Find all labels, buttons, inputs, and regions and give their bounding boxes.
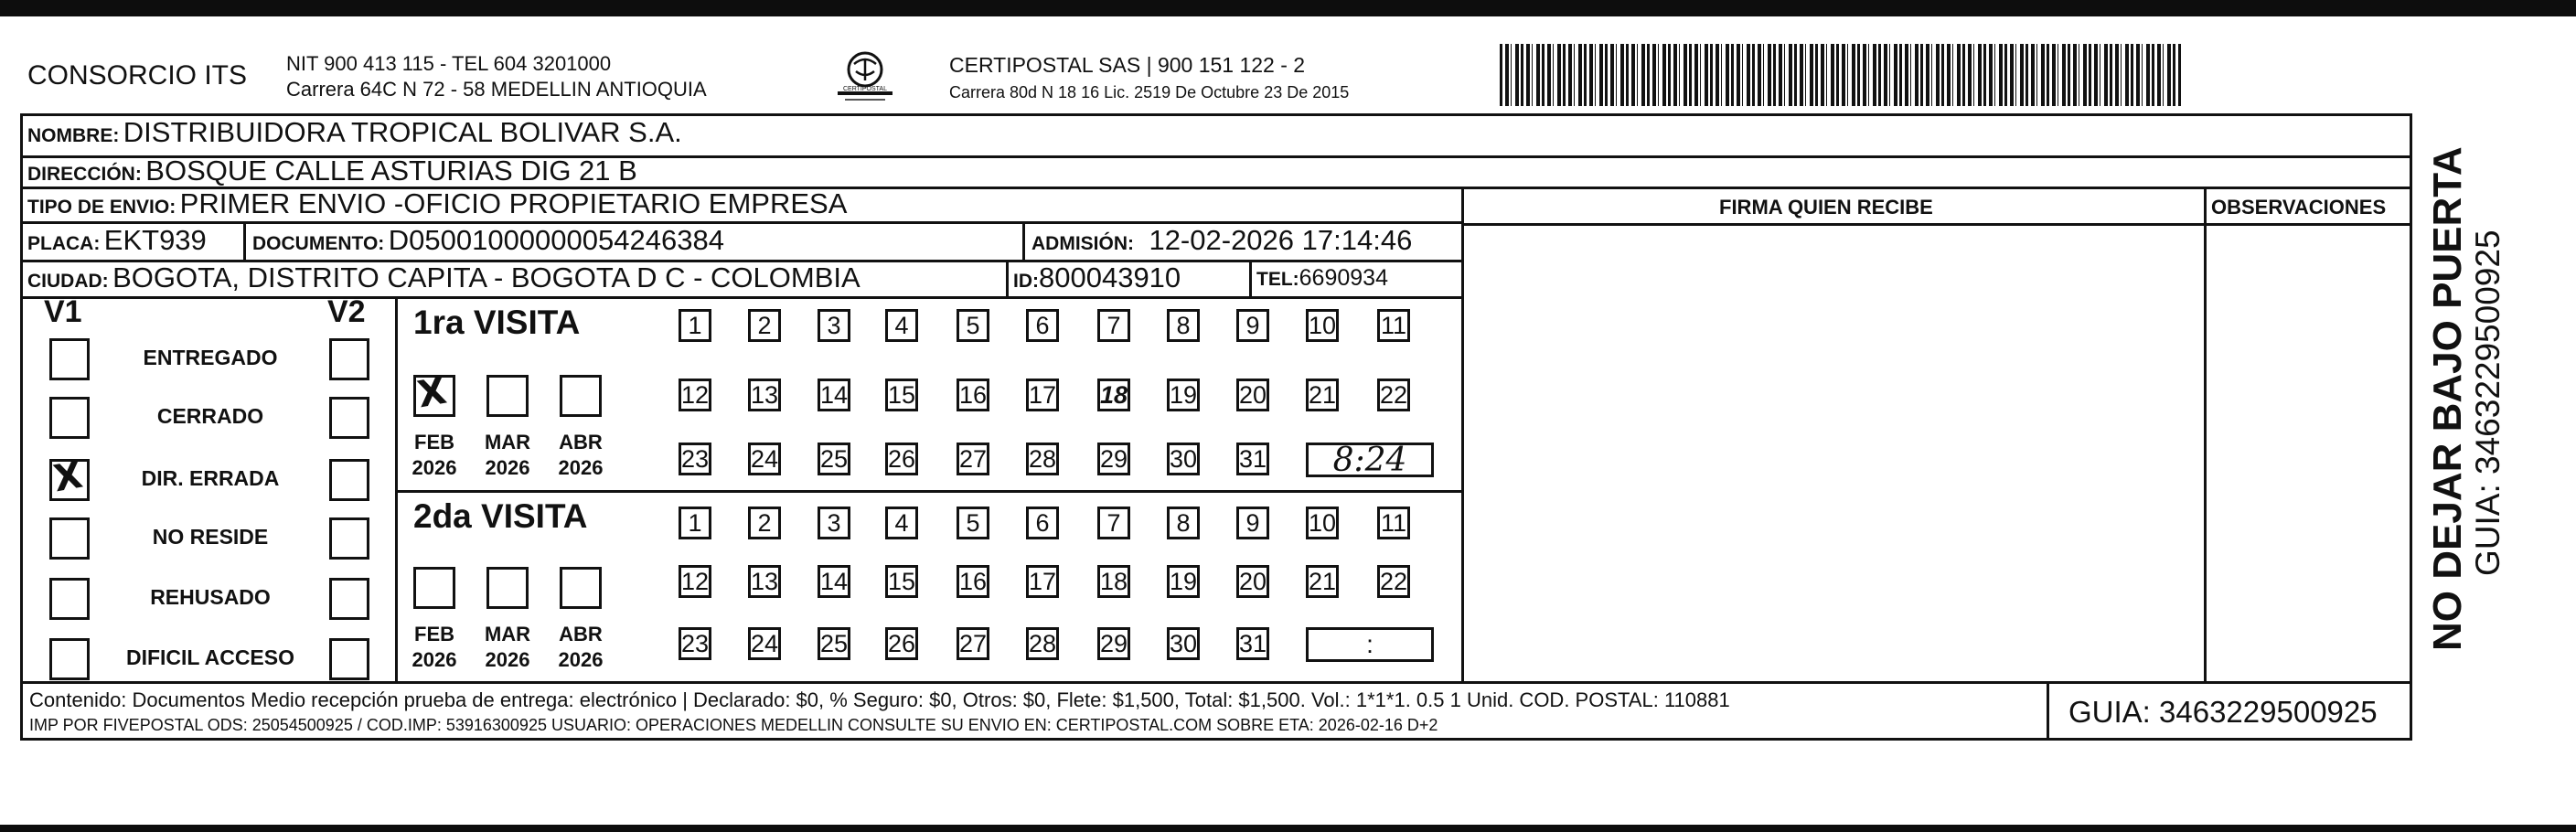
company-name: CONSORCIO ITS [27,60,248,91]
v2-label: V2 [327,294,366,329]
direccion-row [27,155,637,192]
visit2-day-24[interactable]: 24 [748,627,781,660]
visit1-day-31[interactable]: 31 [1236,443,1269,475]
placa-value: EKT939 [103,224,207,256]
ciudad-value: BOGOTA, DISTRITO CAPITA - BOGOTA D C - COLOMBIA [112,261,860,293]
nombre-value: DISTRIBUIDORA TROPICAL BOLIVAR S.A. [123,116,682,148]
visit1-month-label-mar: MAR [484,431,531,453]
visit2-day-26[interactable]: 26 [885,627,918,660]
visit2-day-29[interactable]: 29 [1097,627,1130,660]
v2-checkbox-2[interactable] [329,397,369,439]
id-label: ID: [1013,271,1039,292]
ciudad-field [27,262,860,299]
visit1-day-14[interactable]: 14 [818,379,850,411]
status-label-3: DIR. ERRADA [141,466,280,490]
visit2-day-3[interactable]: 3 [818,507,850,539]
visit1-month-label-abr: ABR [559,431,603,453]
visit1-time-box[interactable]: 8:24 [1306,443,1434,477]
visit2-day-27[interactable]: 27 [957,627,989,660]
v1-checkbox-3[interactable] [49,453,90,501]
visit1-month-label-feb: FEB [414,431,454,453]
visit1-day-10[interactable]: 10 [1306,309,1339,342]
logo-text: CERTIPOSTAL [843,86,887,92]
status-label-4: NO RESIDE [152,525,269,549]
admision-value: 12-02-2026 17:14:46 [1149,224,1413,256]
handwritten-x-mark: X [50,453,86,501]
tel-field [1256,262,1388,297]
footer-content-line: Contenido: Documentos Medio recepción prueba de entrega: electrónico | Declarado: $0, % Seguro: $0, Otros: $0, Flete: $1,500, Total: $1,500. Vol.: 1*1*1. 0.5 1 Unid. COD. POSTAL: 110881 [29,688,1730,711]
visit2-day-19[interactable]: 19 [1167,565,1200,598]
v1-label: V1 [44,294,82,329]
visit2-day-7[interactable]: 7 [1097,507,1130,539]
visit1-day-4[interactable]: 4 [885,309,918,342]
visit1-day-18[interactable]: 18 [1097,379,1130,411]
visit1-day-8[interactable]: 8 [1167,309,1200,342]
visit1-day-23[interactable]: 23 [679,443,711,475]
visit2-day-25[interactable]: 25 [818,627,850,660]
status-label-5: REHUSADO [150,585,271,609]
visit1-day-28[interactable]: 28 [1026,443,1059,475]
tipo-envio-label: TIPO DE ENVIO: [27,197,176,218]
visit1-day-29[interactable]: 29 [1097,443,1130,475]
visit1-day-19[interactable]: 19 [1167,379,1200,411]
documento-field [252,225,724,261]
visit1-day-22[interactable]: 22 [1377,379,1410,411]
documento-label: DOCUMENTO: [252,233,385,254]
tel-label: TEL: [1256,269,1299,290]
visit1-day-6[interactable]: 6 [1026,309,1059,342]
placa-field [27,225,207,261]
visit1-day-7[interactable]: 7 [1097,309,1130,342]
v1-checkbox-4[interactable] [49,517,90,560]
visit2-year-label-abr: 2026 [558,648,604,671]
visit1-day-2[interactable]: 2 [748,309,781,342]
visit2-month-label-mar: MAR [484,623,531,645]
visit2-day-10[interactable]: 10 [1306,507,1339,539]
v1-checkbox-2[interactable] [49,397,90,439]
firma-quien-recibe-label: FIRMA QUIEN RECIBE [1719,196,1933,219]
visit1-day-20[interactable]: 20 [1236,379,1269,411]
visit2-day-9[interactable]: 9 [1236,507,1269,539]
footer-guia: GUIA: 3463229500925 [2068,695,2378,729]
visit1-day-13[interactable]: 13 [748,379,781,411]
visit2-day-4[interactable]: 4 [885,507,918,539]
visit2-title: 2da VISITA [413,497,588,535]
visit1-day-27[interactable]: 27 [957,443,989,475]
documento-value: D05001000000054246384 [388,224,724,256]
certipostal-logo [828,49,902,106]
direccion-value: BOSQUE CALLE ASTURIAS DIG 21 B [145,155,637,187]
v2-checkbox-4[interactable] [329,517,369,560]
visit1-title: 1ra VISITA [413,304,581,341]
company-address: Carrera 64C N 72 - 58 MEDELLIN ANTIOQUIA [286,78,707,101]
v1-checkbox-1[interactable] [49,338,90,380]
visit2-day-31[interactable]: 31 [1236,627,1269,660]
v2-checkbox-1[interactable] [329,338,369,380]
id-field [1013,262,1181,299]
visit2-day-17[interactable]: 17 [1026,565,1059,598]
carrier-name: CERTIPOSTAL SAS | 900 151 122 - 2 [949,53,1306,77]
tel-value: 6690934 [1299,265,1388,291]
status-label-6: DIFICIL ACCESO [125,645,294,669]
visit1-year-label-mar: 2026 [485,456,530,479]
visit1-day-30[interactable]: 30 [1167,443,1200,475]
carrier-license: Carrera 80d N 18 16 Lic. 2519 De Octubre 23 De 2015 [949,83,1350,101]
v1-checkbox-6[interactable] [49,638,90,680]
visit2-year-label-feb: 2026 [412,648,457,671]
visit2-day-12[interactable]: 12 [679,565,711,598]
visit2-time-box[interactable]: : [1306,627,1434,662]
visit2-month-box-abr[interactable] [560,567,602,609]
visit1-day-15[interactable]: 15 [885,379,918,411]
visit1-day-17[interactable]: 17 [1026,379,1059,411]
visit2-day-2[interactable]: 2 [748,507,781,539]
visit1-day-16[interactable]: 16 [957,379,989,411]
visit2-month-box-mar[interactable] [486,567,529,609]
visit2-day-13[interactable]: 13 [748,565,781,598]
visit2-day-21[interactable]: 21 [1306,565,1339,598]
id-value: 800043910 [1039,261,1181,293]
visit1-day-5[interactable]: 5 [957,309,989,342]
visit1-year-label-abr: 2026 [558,456,604,479]
v2-checkbox-6[interactable] [329,638,369,680]
visit1-day-12[interactable]: 12 [679,379,711,411]
nombre-label: NOMBRE: [27,125,120,146]
ciudad-label: CIUDAD: [27,271,109,292]
visit2-year-label-mar: 2026 [485,648,530,671]
visit1-day-26[interactable]: 26 [885,443,918,475]
status-label-1: ENTREGADO [143,346,278,369]
visit1-month-box-abr[interactable] [560,375,602,417]
visit2-day-20[interactable]: 20 [1236,565,1269,598]
visit1-day-11[interactable]: 11 [1377,309,1410,342]
no-dejar-bajo-puerta: NO DEJAR BAJO PUERTA [2425,146,2470,651]
visit2-day-23[interactable]: 23 [679,627,711,660]
v2-checkbox-3[interactable] [329,459,369,501]
visit2-day-16[interactable]: 16 [957,565,989,598]
visit1-day-25[interactable]: 25 [818,443,850,475]
admision-label: ADMISIÓN: [1031,233,1134,254]
company-nit-tel: NIT 900 413 115 - TEL 604 3201000 [286,52,612,75]
visit2-day-14[interactable]: 14 [818,565,850,598]
v1-checkbox-5[interactable] [49,578,90,620]
visit1-day-21[interactable]: 21 [1306,379,1339,411]
visit2-month-box-feb[interactable] [413,567,455,609]
side-guia: GUIA: 3463229500925 [2469,229,2507,576]
scan-top-border [0,0,2576,16]
tipo-envio-value: PRIMER ENVIO -OFICIO PROPIETARIO EMPRESA [179,187,848,219]
visit2-day-28[interactable]: 28 [1026,627,1059,660]
visit2-month-label-feb: FEB [414,623,454,645]
visit1-month-box-mar[interactable] [486,375,529,417]
visit1-month-box-feb[interactable] [413,369,455,417]
visit2-day-6[interactable]: 6 [1026,507,1059,539]
visit2-day-5[interactable]: 5 [957,507,989,539]
visit2-day-30[interactable]: 30 [1167,627,1200,660]
visit2-day-18[interactable]: 18 [1097,565,1130,598]
visit2-day-15[interactable]: 15 [885,565,918,598]
direccion-label: DIRECCIÓN: [27,164,142,185]
visit2-day-1[interactable]: 1 [679,507,711,539]
visit1-day-1[interactable]: 1 [679,309,711,342]
visit1-day-9[interactable]: 9 [1236,309,1269,342]
placa-label: PLACA: [27,233,101,254]
visit2-day-22[interactable]: 22 [1377,565,1410,598]
visit1-year-label-feb: 2026 [412,456,457,479]
nombre-row [27,117,682,154]
handwritten-x-mark: X [414,369,450,417]
observaciones-label: OBSERVACIONES [2211,196,2387,219]
visit1-day-3[interactable]: 3 [818,309,850,342]
status-label-2: CERRADO [156,404,264,428]
visit1-day-24[interactable]: 24 [748,443,781,475]
v2-checkbox-5[interactable] [329,578,369,620]
visit2-month-label-abr: ABR [559,623,603,645]
scan-bottom-border [0,825,2576,832]
visit2-day-11[interactable]: 11 [1377,507,1410,539]
tipo-envio-row [27,188,847,225]
visit2-day-8[interactable]: 8 [1167,507,1200,539]
admision-field [1031,225,1412,261]
footer-imp-line: IMP POR FIVEPOSTAL ODS: 25054500925 / COD.IMP: 53916300925 USUARIO: OPERACIONES MEDELLIN CONSULTE SU ENVIO EN: CERTIPOSTAL.COM SOBRE ETA: 2026-02-16 D+2 [29,716,1438,734]
barcode [1500,44,2181,106]
